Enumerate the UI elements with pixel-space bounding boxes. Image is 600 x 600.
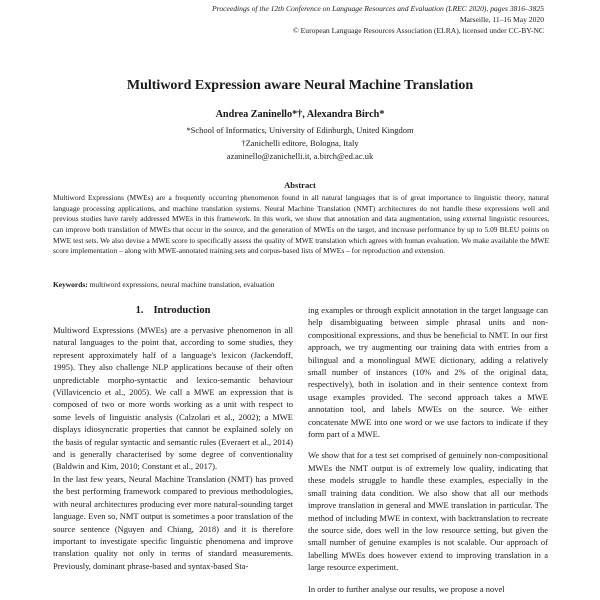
affiliation-edinburgh: *School of Informatics, University of Edinburgh, United Kingdom [186,125,414,135]
right-column [308,304,548,600]
affiliation-zanichelli: †Zanichelli editore, Bologna, Italy [241,138,359,148]
intro-paragraph-2: In the last few years, Neural Machine Translation (NMT) has proved the best performing framework compared to previous methodologies, with neural architectures producing ever more natural-sounding target language. Even so, NMT output is sometimes a poor translation of the source sentence (Nguyen and Chiang, 2018) and it is therefore important to investigate specific linguistic phenomena and improve translation quality not only in terms of standard measurements. Previously, dominant phrase-based and syntax-based Sta- [53,473,293,571]
intro-paragraph-5: In order to further analyse our results, we propose a novel [308,583,505,594]
conference-header [164,4,544,36]
section-heading [53,305,293,316]
keywords-label: Keywords: [53,280,88,289]
intro-paragraph-3: ing examples or through explicit annotation in the target language can help disambiguating between simple phrasal units and non-compositional expressions, and thus be beneficial to NMT. In our first approach, we try augmenting our training data with entries from a bilingual and a monolingual MWE dictionary, adding a relatively small number of instances (10% and 2% of the original data, respectively), both in isolation and in their sentence context from usage examples provided. The second approach takes a MWE annotation tool, and labels MWEs on the source. We either concatenate MWE into one word or we use factors to indicate if they form part of a MWE. [308,305,548,440]
header-license: © European Language Resources Association (ELRA), licensed under CC-BY-NC [292,25,544,35]
author-emails: azaninello@zanichelli.it, a.birch@ed.ac.uk [226,151,374,161]
section-title: Introduction [153,305,211,316]
paper-authors: Andrea Zaninello*†, Alexandra Birch* [215,109,385,120]
paper-title: Multiword Expression aware Neural Machine Translation [126,78,474,93]
left-column [53,324,293,600]
intro-paragraph-4: We show that for a test set comprised of genuinely non-compositional MWEs the NMT output is of extremely low quality, indicating that these models struggle to handle these examples, especially in the small training data condition. We also show that all our methods improve translation in general and MWE translation in particular. The method of including MWE in context, with backtranslation to recreate the source side, does well in the low resource setting, but given the small number of genuine examples is not scalable. Our approach of labelling MWEs does however extend to improving translation in a large resource experiment. [308,450,548,573]
intro-paragraph-1: Multiword Expressions (MWEs) are a pervasive phenomenon in all natural languages to the point that, according to some studies, they represent approximately half of a language's lexicon (Jackendoff, 1995). They also challenge NLP applications because of their often unpredictable morpho-syntactic and lexico-semantic behaviour (Villavicencio et al., 2005). We call a MWE an expression that is composed of two or more words working as a unit with respect to some levels of linguistic analysis (Calzolari et al., 2002); a MWE displays idiosyncratic properties that cannot be explained solely on the basis of regular syntactic and semantic rules (Everaert et al., 2014) and is generally characterised by some degree of conventionality (Baldwin and Kim, 2010; Constant et al., 2017). [53,325,293,472]
abstract-text: Multiword Expressions (MWEs) are a frequently occurring phenomenon found in all natural languages that is of great importance to linguistic theory, natural language processing applications, and machine translation systems. Neural Machine Translation (NMT) architectures do not handle these expressions well and previous studies have rarely addressed MWEs in this framework. In this work, we show that annotation and data augmentation, using external linguistic resources, can improve both translation of MWEs that occur in the source, and the generation of MWEs on the target, and increase performance by up to 5.09 BLEU points on MWE test sets. We also devise a MWE score to specifically assess the quality of MWE translation which agrees with human evaluation. We make available the MWE score implementation – along with MWE-annotated training sets and corpus-based lists of MWEs – for reproduction and extension. [53,193,549,256]
keywords-line [53,280,549,291]
header-proceedings: Proceedings of the 12th Conference on Language Resources and Evaluation (LREC 2020), pages 3816–3825 [212,4,544,13]
section-number: 1. [135,305,144,316]
keywords-text: multiword expressions, neural machine translation, evaluation [89,280,275,289]
abstract-heading: Abstract [284,180,316,190]
header-location: Marseille, 11–16 May 2020 [459,14,544,24]
